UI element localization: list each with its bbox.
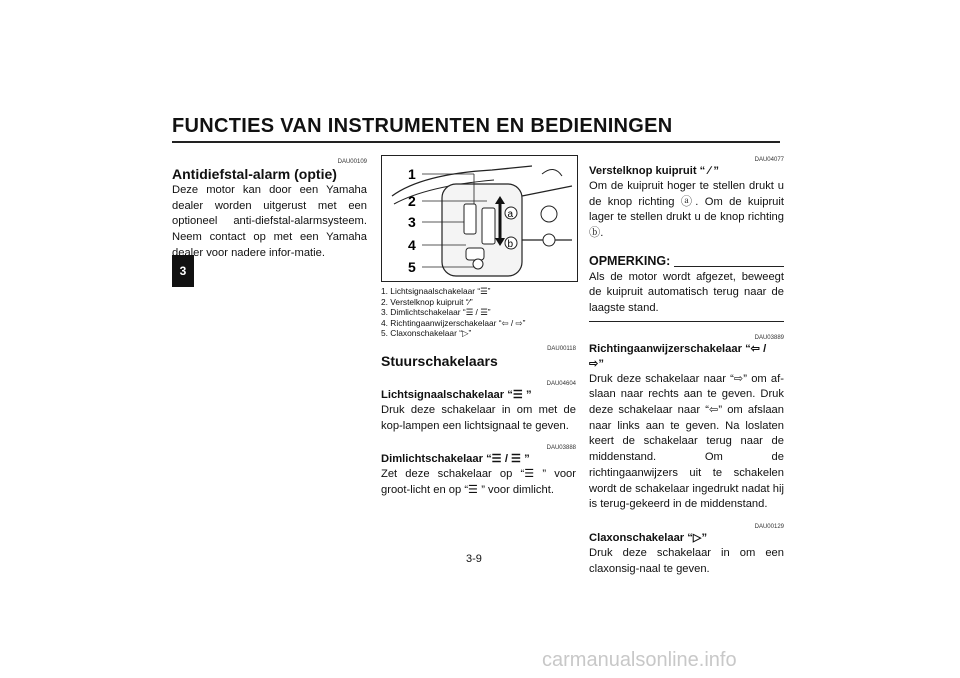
figure-marker-b: b (507, 239, 514, 250)
chapter-tab: 3 (172, 255, 194, 287)
legend-item: 2. Verstelknop kuipruit “∕” (381, 296, 473, 307)
note-rule (674, 266, 784, 267)
legend-item: 5. Claxonschakelaar “▷” (381, 328, 472, 339)
subsection-heading: Lichtsignaalschakelaar “☰ ” (381, 388, 532, 401)
subsection-heading: Richtingaanwijzerschakelaar “⇦ / ⇨” (589, 342, 767, 370)
figure-legend (381, 286, 576, 339)
column-2 (381, 155, 576, 499)
section-title: Antidiefstal-alarm (optie) (172, 166, 337, 182)
note-end-rule (589, 321, 784, 322)
subsection-heading: Verstelknop kuipruit “ ∕ ” (589, 165, 719, 177)
section-code: DAU04604 (546, 380, 576, 387)
subsection-text: Druk deze schakelaar naar “⇨” om af-slaan naar rechts aan te geven. Druk deze schakelaar naar “⇦” om afslaan naar links aan te geven. Na loslaten keert de schakelaar terug naar de middenstand. Om de richtingaanwijzers uit te schakelen wordt de schakelaar ingedrukt nadat hij is terug-gekeerd in de middenstand. (589, 372, 784, 511)
legend-item: 3. Dimlichtschakelaar “☰ / ☰” (381, 307, 491, 318)
header-rule (172, 141, 780, 143)
subsection-text: Druk deze schakelaar in om een claxonsig-naal te geven. (589, 546, 784, 575)
section-text: Deze motor kan door een Yamaha dealer worden uitgerust met een optioneel anti-diefstal-alarmsysteem. Neem contact op met een Yamaha dealer voor nadere infor-matie. (172, 184, 367, 259)
figure-callout-2: 2 (408, 193, 416, 209)
section-code: DAU00109 (337, 159, 367, 165)
note-title-text: OPMERKING: (589, 253, 671, 268)
figure-marker-a: a (507, 209, 514, 220)
page-header: FUNCTIES VAN INSTRUMENTEN EN BEDIENINGEN (172, 115, 673, 137)
note-title (589, 254, 784, 270)
section-code: DAU00129 (754, 523, 784, 530)
section-code: DAU00118 (547, 345, 576, 352)
column-3 (589, 150, 784, 577)
subsection-heading: Dimlichtschakelaar “☰ / ☰ ” (381, 453, 530, 466)
section-code: DAU03888 (546, 445, 576, 452)
section-code: DAU03889 (754, 334, 784, 341)
subsection-text: Zet deze schakelaar op “☰ ” voor groot-licht en op “☰ ” voor dimlicht. (381, 468, 576, 497)
legend-item: 4. Richtingaanwijzerschakelaar “⇦ / ⇨” (381, 317, 526, 328)
subsection-text: Druk deze schakelaar in om met de kop-lampen een lichtsignaal te geven. (381, 403, 576, 432)
figure-callout-4: 4 (408, 237, 416, 253)
subsection-text: Om de kuipruit hoger te stellen drukt u de knop richting ⓐ. Om de kuipruit lager te stellen drukt u de knop richting ⓑ. (589, 180, 784, 240)
handlebar-figure (381, 155, 578, 282)
subsection-heading: Claxonschakelaar “▷” (589, 531, 708, 544)
legend-item: 1. Lichtsignaalschakelaar “☰” (381, 286, 491, 296)
note-text: Als de motor wordt afgezet, beweegt de kuipruit automatisch terug naar de laagste stand. (589, 270, 784, 314)
handlebar-illustration (382, 156, 577, 281)
section-code: DAU04077 (754, 157, 784, 163)
figure-callout-1: 1 (408, 166, 416, 182)
column-1 (172, 152, 367, 262)
figure-callout-3: 3 (408, 214, 416, 230)
section-title: Stuurschakelaars (381, 352, 498, 369)
watermark: carmanualsonline.info (542, 649, 737, 671)
page-number: 3-9 (466, 553, 482, 565)
figure-callout-5: 5 (408, 259, 416, 275)
